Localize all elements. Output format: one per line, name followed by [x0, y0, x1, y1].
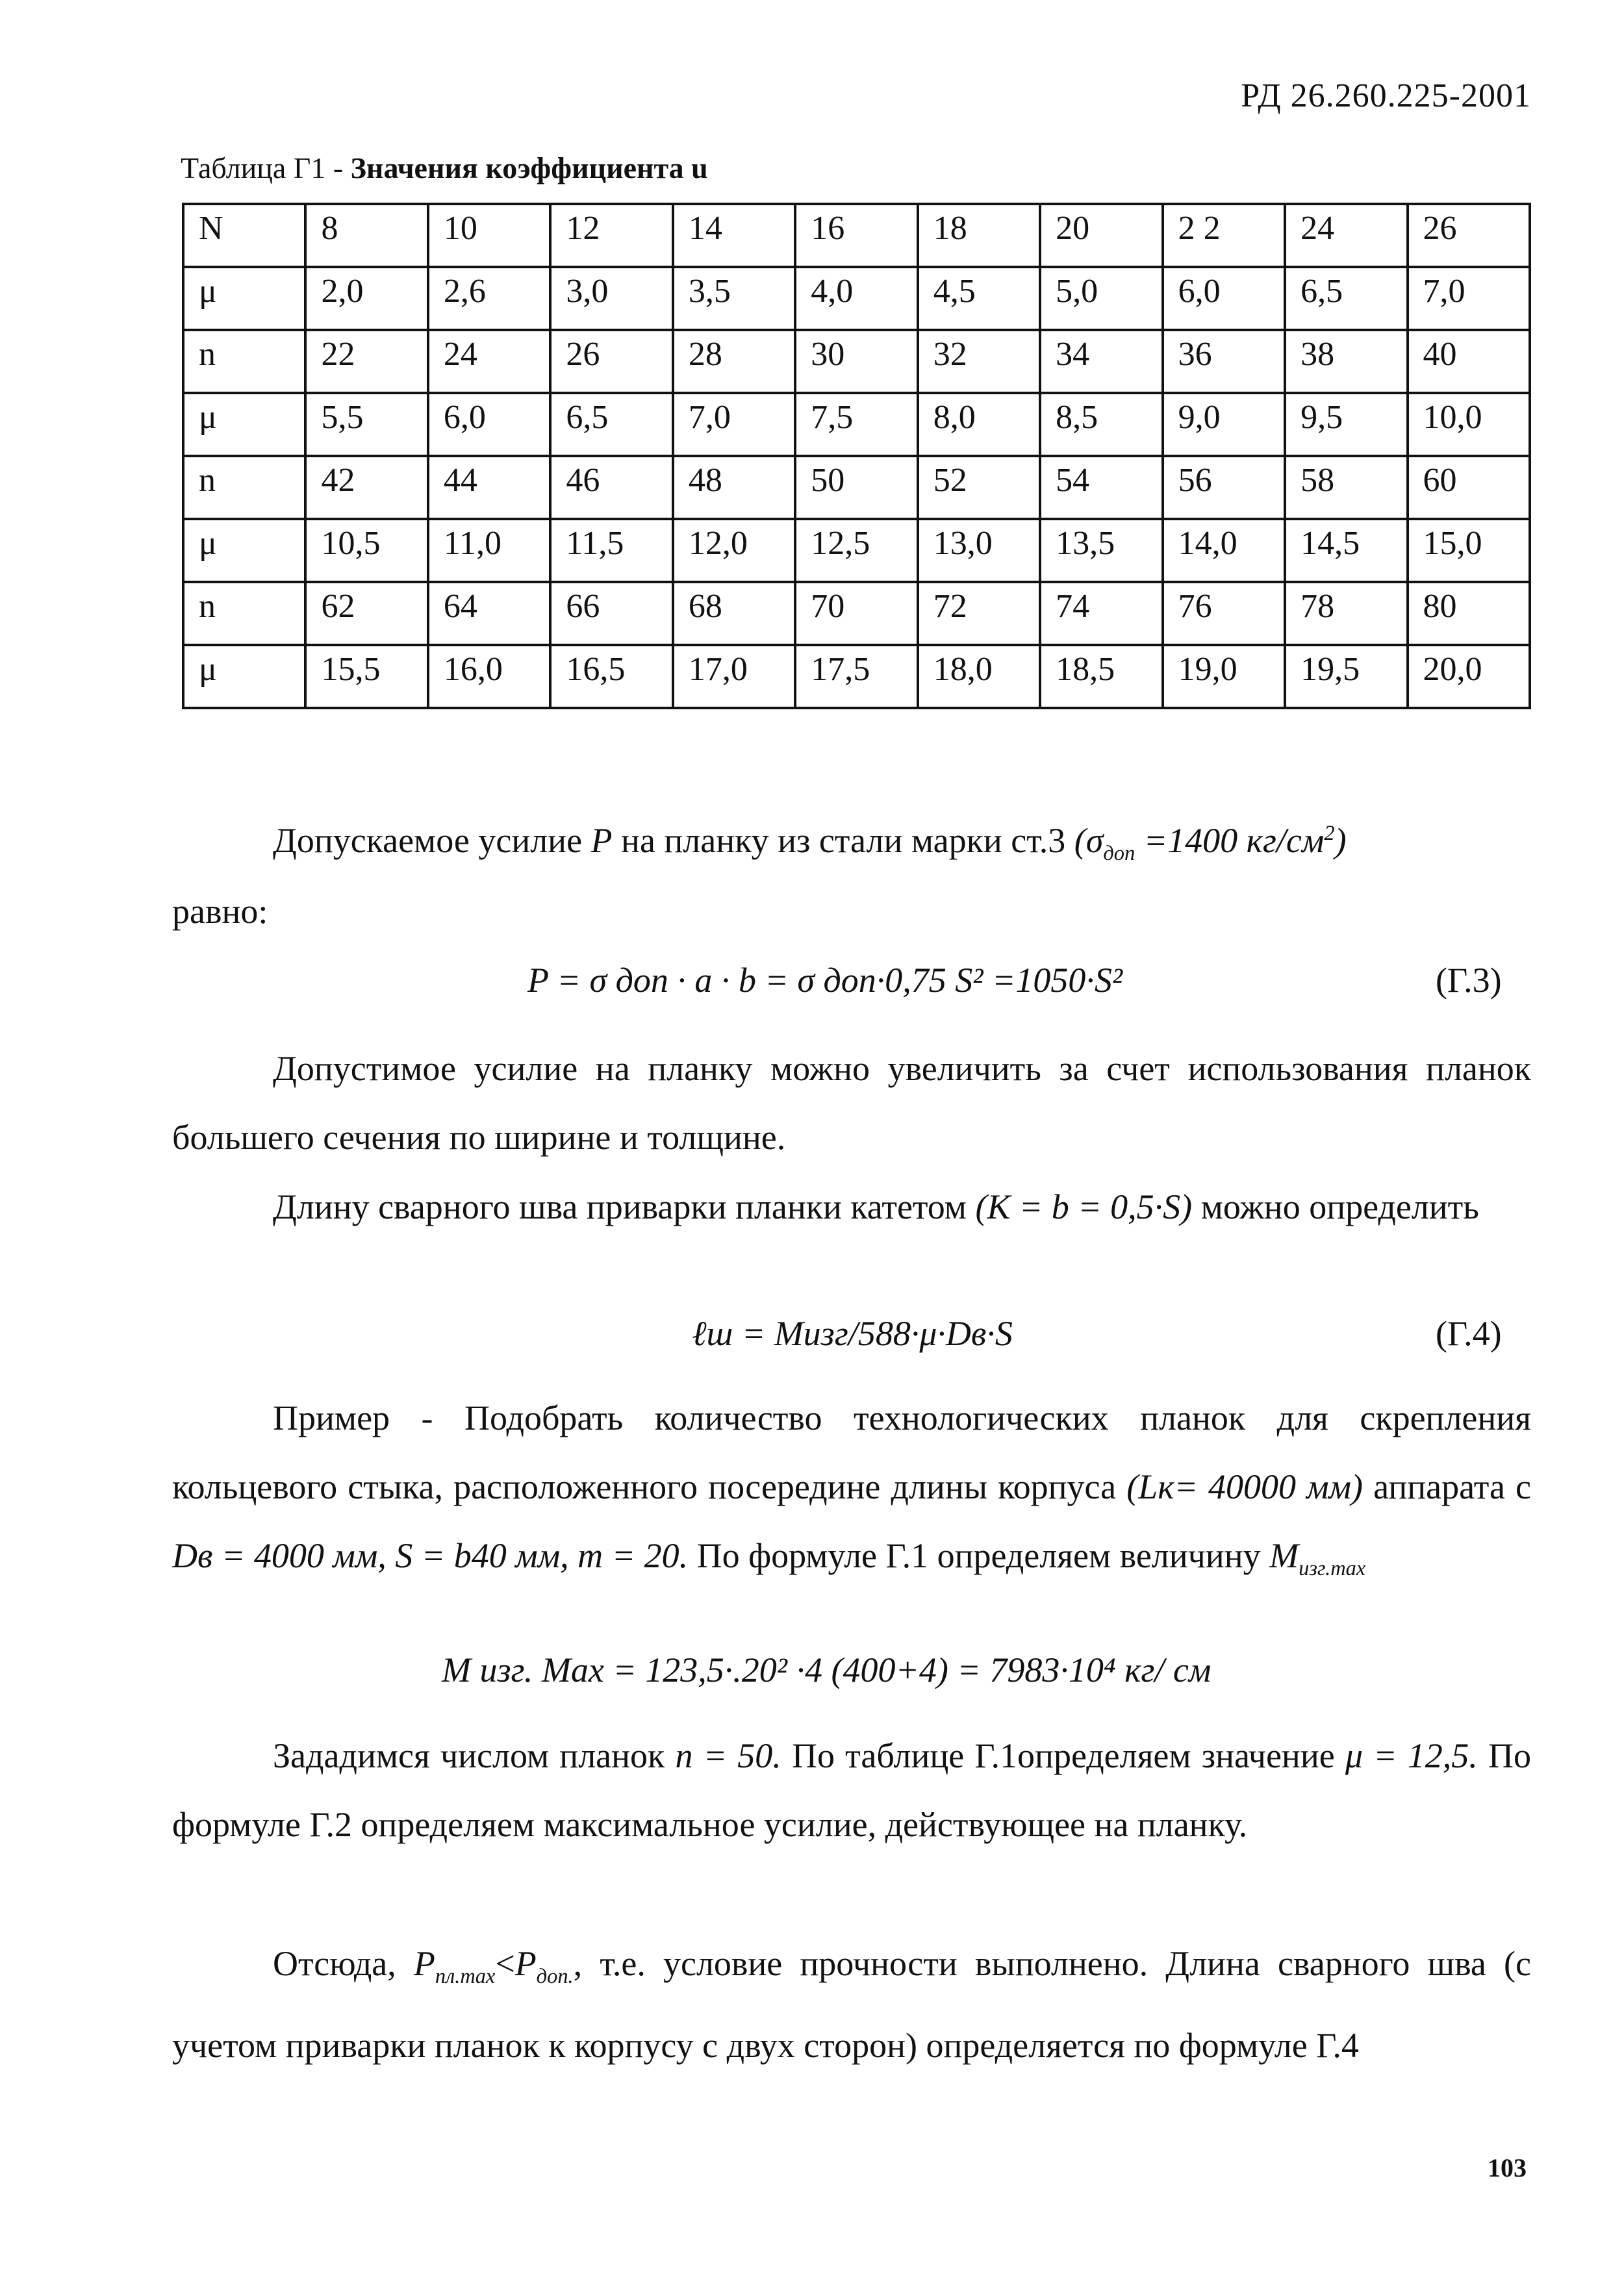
- table-caption-title: Значения коэффициента u: [350, 151, 708, 184]
- table-cell: 11,5: [550, 519, 672, 582]
- table-cell: 68: [673, 582, 795, 645]
- p6-p-max: [413, 1944, 496, 1988]
- table-cell: 8: [305, 204, 427, 267]
- table-cell: 26: [550, 330, 672, 393]
- paragraph-increase-force: Допустимое усилие на планку можно увеличить за счет использования планок большего сечения по ширине и толщине.: [172, 1049, 1531, 1157]
- table-cell: 6,5: [1285, 267, 1407, 330]
- table-cell: 30: [795, 330, 917, 393]
- p6-p-allowed: [514, 1944, 574, 1988]
- table-cell: 5,0: [1040, 267, 1162, 330]
- table-row-label: n: [183, 582, 305, 645]
- p4-params: Dв = 4000 мм, S = b40 мм, m = 20.: [172, 1536, 689, 1575]
- table-cell: 15,0: [1408, 519, 1530, 582]
- table-cell: 7,0: [1408, 267, 1530, 330]
- table-cell: 18,5: [1040, 645, 1162, 708]
- p5-n-value: n = 50.: [675, 1736, 781, 1775]
- table-cell: 46: [550, 456, 672, 519]
- table-cell: 42: [305, 456, 427, 519]
- p4-moment-symbol: M: [1269, 1536, 1299, 1575]
- p1-sigma-symbol: (σ: [1074, 821, 1104, 860]
- table-cell: 10,0: [1408, 393, 1530, 456]
- formula-g4: ℓш = Mизг/588·μ·Dв·S: [692, 1314, 1013, 1353]
- table-cell: 17,5: [795, 645, 917, 708]
- table-cell: 12: [550, 204, 672, 267]
- table-cell: 28: [673, 330, 795, 393]
- table-cell: 44: [428, 456, 550, 519]
- paragraph-planks-count: [172, 1721, 1531, 1859]
- table-cell: 15,5: [305, 645, 427, 708]
- table-cell: 13,0: [918, 519, 1040, 582]
- table-cell: 32: [918, 330, 1040, 393]
- table-cell: 64: [428, 582, 550, 645]
- table-cell: 14,5: [1285, 519, 1407, 582]
- table-cell: 20,0: [1408, 645, 1530, 708]
- table-cell: 14: [673, 204, 795, 267]
- p1-sigma-sup: 2: [1324, 822, 1335, 845]
- table-caption: [181, 151, 708, 185]
- p6-text-a: Отсюда,: [273, 1944, 414, 1983]
- table-cell: 9,5: [1285, 393, 1407, 456]
- p5-text-b: По таблице Г.1определяем значение: [781, 1736, 1345, 1775]
- table-row: [183, 393, 1530, 456]
- table-cell: 7,0: [673, 393, 795, 456]
- table-cell: 22: [305, 330, 427, 393]
- p1-text-a: Допускаемое усилие: [273, 821, 591, 860]
- table-row-label: μ: [183, 519, 305, 582]
- paragraph-weld-length: [172, 1172, 1531, 1241]
- paragraph-strength-condition: [172, 1929, 1531, 2080]
- table-cell: 16,0: [428, 645, 550, 708]
- coefficient-table: [182, 203, 1531, 709]
- table-cell: 13,5: [1040, 519, 1162, 582]
- table-caption-prefix: Таблица Г1 -: [181, 151, 351, 184]
- p5-mu-value: μ = 12,5.: [1345, 1736, 1478, 1775]
- p6-p-allowed-sub: доп.: [536, 1964, 574, 1988]
- p3-text-b: можно определить: [1192, 1187, 1479, 1226]
- table-cell: 16: [795, 204, 917, 267]
- table-cell: 10: [428, 204, 550, 267]
- document-code: РД 26.260.225-2001: [1241, 77, 1531, 114]
- table-row: [183, 267, 1530, 330]
- table-cell: 20: [1040, 204, 1162, 267]
- p6-less-than: <: [495, 1944, 515, 1983]
- table-row: [183, 204, 1530, 267]
- table-cell: 9,0: [1163, 393, 1285, 456]
- formula-g3-number: (Г.3): [1436, 961, 1502, 1000]
- table-cell: 6,5: [550, 393, 672, 456]
- paragraph-allowed-force-cont: равно:: [172, 892, 268, 931]
- table-cell: 7,5: [795, 393, 917, 456]
- paragraph-allowed-force: [273, 799, 1531, 888]
- formula-g3: P = σ доп · a · b = σ доп·0,75 S² =1050·S²: [527, 961, 1123, 1000]
- table-cell: 14,0: [1163, 519, 1285, 582]
- p6-p-max-symbol: P: [413, 1944, 435, 1983]
- p4-length: (Lк= 40000 мм): [1126, 1467, 1364, 1506]
- p4-moment-sub: изг.max: [1299, 1556, 1366, 1580]
- table-cell: 66: [550, 582, 672, 645]
- table-row: [183, 330, 1530, 393]
- table-cell: 36: [1163, 330, 1285, 393]
- table-cell: 2 2: [1163, 204, 1285, 267]
- table-cell: 11,0: [428, 519, 550, 582]
- table-row: [183, 582, 1530, 645]
- table-cell: 38: [1285, 330, 1407, 393]
- table-cell: 3,5: [673, 267, 795, 330]
- table-row-label: N: [183, 204, 305, 267]
- table-cell: 3,0: [550, 267, 672, 330]
- p1-sigma: [1074, 821, 1347, 865]
- p5-text-c: По формуле Г.2 определяем максимальное усилие, действующее на планку.: [172, 1736, 1531, 1844]
- table-cell: 4,0: [795, 267, 917, 330]
- table-cell: 48: [673, 456, 795, 519]
- table-cell: 62: [305, 582, 427, 645]
- table-cell: 18,0: [918, 645, 1040, 708]
- p4-text-b: аппарата с: [1363, 1467, 1531, 1506]
- p1-text-b: на планку из стали марки ст.3: [612, 821, 1074, 860]
- table-cell: 56: [1163, 456, 1285, 519]
- p1-symbol-p: P: [590, 821, 613, 860]
- table-cell: 80: [1408, 582, 1530, 645]
- paragraph-example: [172, 1384, 1531, 1603]
- table-cell: 19,5: [1285, 645, 1407, 708]
- table-cell: 74: [1040, 582, 1162, 645]
- p5-text-a: Зададимся числом планок: [273, 1736, 676, 1775]
- table-cell: 24: [1285, 204, 1407, 267]
- table-row-label: n: [183, 456, 305, 519]
- table-cell: 40: [1408, 330, 1530, 393]
- table-cell: 6,0: [1163, 267, 1285, 330]
- table-cell: 18: [918, 204, 1040, 267]
- p4-text-a: Пример - Подобрать количество технологических планок для скрепления кольцевого стыка, расположенного посередине длины корпуса: [172, 1398, 1531, 1506]
- table-cell: 58: [1285, 456, 1407, 519]
- table-cell: 12,5: [795, 519, 917, 582]
- table-row-label: μ: [183, 393, 305, 456]
- table-cell: 8,5: [1040, 393, 1162, 456]
- table-cell: 78: [1285, 582, 1407, 645]
- table-row-label: μ: [183, 267, 305, 330]
- p1-sigma-sub: доп: [1103, 841, 1136, 865]
- table-row-label: n: [183, 330, 305, 393]
- table-cell: 50: [795, 456, 917, 519]
- table-cell: 19,0: [1163, 645, 1285, 708]
- table-cell: 8,0: [918, 393, 1040, 456]
- table-cell: 5,5: [305, 393, 427, 456]
- table-cell: 72: [918, 582, 1040, 645]
- table-cell: 24: [428, 330, 550, 393]
- table-cell: 60: [1408, 456, 1530, 519]
- p6-text-b: , т.е. условие прочности выполнено. Длина сварного шва (с учетом приварки планок к корпусу с двух сторон) определяется по формуле Г.4: [172, 1944, 1531, 2065]
- table-cell: 70: [795, 582, 917, 645]
- table-row: [183, 519, 1530, 582]
- table-cell: 2,0: [305, 267, 427, 330]
- p6-p-max-sub: пл.max: [435, 1964, 496, 1988]
- table-cell: 34: [1040, 330, 1162, 393]
- table-cell: 10,5: [305, 519, 427, 582]
- table-cell: 17,0: [673, 645, 795, 708]
- table-cell: 26: [1408, 204, 1530, 267]
- table-row: [183, 456, 1530, 519]
- p3-cathetus: (К = b = 0,5·S): [975, 1187, 1193, 1226]
- table-row: [183, 645, 1530, 708]
- table-cell: 2,6: [428, 267, 550, 330]
- p6-p-allowed-symbol: P: [514, 1944, 537, 1983]
- table-cell: 6,0: [428, 393, 550, 456]
- p4-text-c: По формуле Г.1 определяем величину: [688, 1536, 1270, 1575]
- table-cell: 12,0: [673, 519, 795, 582]
- formula-g4-number: (Г.4): [1436, 1314, 1502, 1353]
- p1-sigma-close: ): [1334, 821, 1347, 860]
- p4-moment: [1269, 1536, 1366, 1580]
- table-cell: 16,5: [550, 645, 672, 708]
- table-cell: 76: [1163, 582, 1285, 645]
- page-number: 103: [1488, 2153, 1527, 2182]
- table-cell: 54: [1040, 456, 1162, 519]
- formula-moment: M изг. Max = 123,5·.20² ·4 (400+4) = 7983·10⁴ кг/ см: [442, 1650, 1212, 1689]
- table-cell: 52: [918, 456, 1040, 519]
- table-row-label: μ: [183, 645, 305, 708]
- table-cell: 4,5: [918, 267, 1040, 330]
- p1-sigma-value: =1400 кг/см: [1135, 821, 1325, 860]
- p3-text-a: Длину сварного шва приварки планки катетом: [273, 1187, 976, 1226]
